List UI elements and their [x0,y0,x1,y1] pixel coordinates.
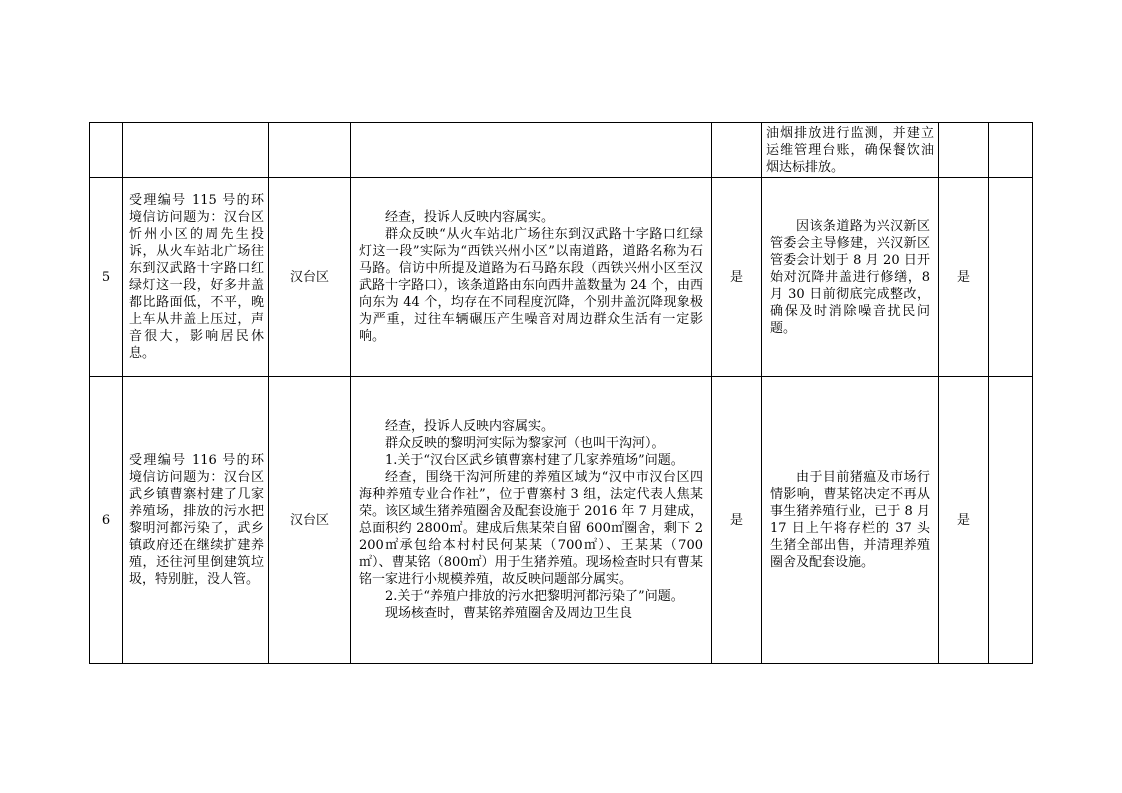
extra-cell [989,178,1033,377]
extra-cell [989,123,1033,178]
findings-cell [351,377,712,664]
findings-paragraph: 2.关于“养殖户排放的污水把黎明河都污染了”问题。 [385,589,684,604]
row-number-cell [90,123,123,178]
table-row [90,123,1033,178]
region-cell: 汉台区 [269,178,351,377]
complaint-cell: 受理编号 115 号的环境信访问题为：汉台区忻州小区的周先生投诉，从火车站北广场往东到汉武路十字路口红绿灯这一段，好多井盖都比路面低，不平，晚上车从井盖上压过，声音很大，影响居民休息。 [123,178,269,377]
complaint-cell: 受理编号 116 号的环境信访问题为：汉台区武乡镇曹寨村建了几家养殖场，排放的污水把黎明河都污染了，武乡镇政府还在继续扩建养殖，还往河里倒建筑垃圾，特别脏，没人管。 [123,377,269,664]
region-cell [269,123,351,178]
extra-cell [989,377,1033,664]
findings-paragraph: 经查，投诉人反映内容属实。 [385,210,555,225]
findings-cell [351,123,712,178]
findings-paragraph: 群众反映的黎明河实际为黎家河（也叫干沟河）。 [385,436,665,451]
completed-cell: 是 [939,178,989,377]
rectification-cell [762,178,939,377]
table-row [90,178,1033,377]
findings-paragraph: 现场核查时，曹某铭养殖圈舍及周边卫生良 [385,606,633,621]
findings-paragraph: 经查，投诉人反映内容属实。 [385,419,555,434]
findings-cell [351,178,712,377]
is-true-cell [712,123,762,178]
findings-paragraph: 群众反映“从火车站北广场往东到汉武路十字路口红绿灯这一段”实际为“西铁兴州小区”以南道路，道路名称为石马路。信访中所提及道路为石马路东段（西铁兴州小区至汉武路十字路口），该条道路由东向西井盖数量为 24 个，由西向东为 44 个，均存在不同程度沉降，个别井盖沉降现象极为严重，过往车辆碾压产生噪音对周边群众生活有一定影响。 [359,227,703,344]
complaint-cell [123,123,269,178]
findings-paragraph: 经查，围绕干沟河所建的养殖区域为“汉中市汉台区四海种养殖专业合作社”，位于曹寨村 3 组，法定代表人焦某荣。该区域生猪养殖圈舍及配套设施于 2016 年 7 月建成，总面积约 2800㎡。建成后焦某荣自留 600㎡圈舍，剩下 2200㎡承包给本村村民何某某（700㎡）、王某某（700㎡）、曹某铭（800㎡）用于生猪养殖。现场检查时只有曹某铭一家进行小规模养殖，故反映问题部分属实。 [359,470,703,587]
completed-cell: 是 [939,377,989,664]
rectification-text: 因该条道路为兴汉新区管委会主导修建，兴汉新区管委会计划于 8 月 20 日开始对沉降井盖进行修缮，8 月 30 日前彻底完成整改，确保及时消除噪音扰民问题。 [770,218,930,336]
is-true-cell: 是 [712,377,762,664]
is-true-cell: 是 [712,178,762,377]
region-cell: 汉台区 [269,377,351,664]
complaint-table [89,122,1033,664]
rectification-text: 由于目前猪瘟及市场行情影响，曹某铭决定不再从事生猪养殖行业，已于 8 月 17 日上午将存栏的 37 头生猪全部出售，并清理养殖圈舍及配套设施。 [770,470,930,570]
table-row [90,377,1033,664]
rectification-cell [762,377,939,664]
completed-cell [939,123,989,178]
row-number-cell: 6 [90,377,123,664]
row-number-cell: 5 [90,178,123,377]
rectification-text: 油烟排放进行监测，并建立运维管理台账，确保餐饮油烟达标排放。 [766,125,934,175]
rectification-cell [762,123,939,178]
findings-paragraph: 1.关于“汉台区武乡镇曹寨村建了几家养殖场”问题。 [385,453,684,468]
